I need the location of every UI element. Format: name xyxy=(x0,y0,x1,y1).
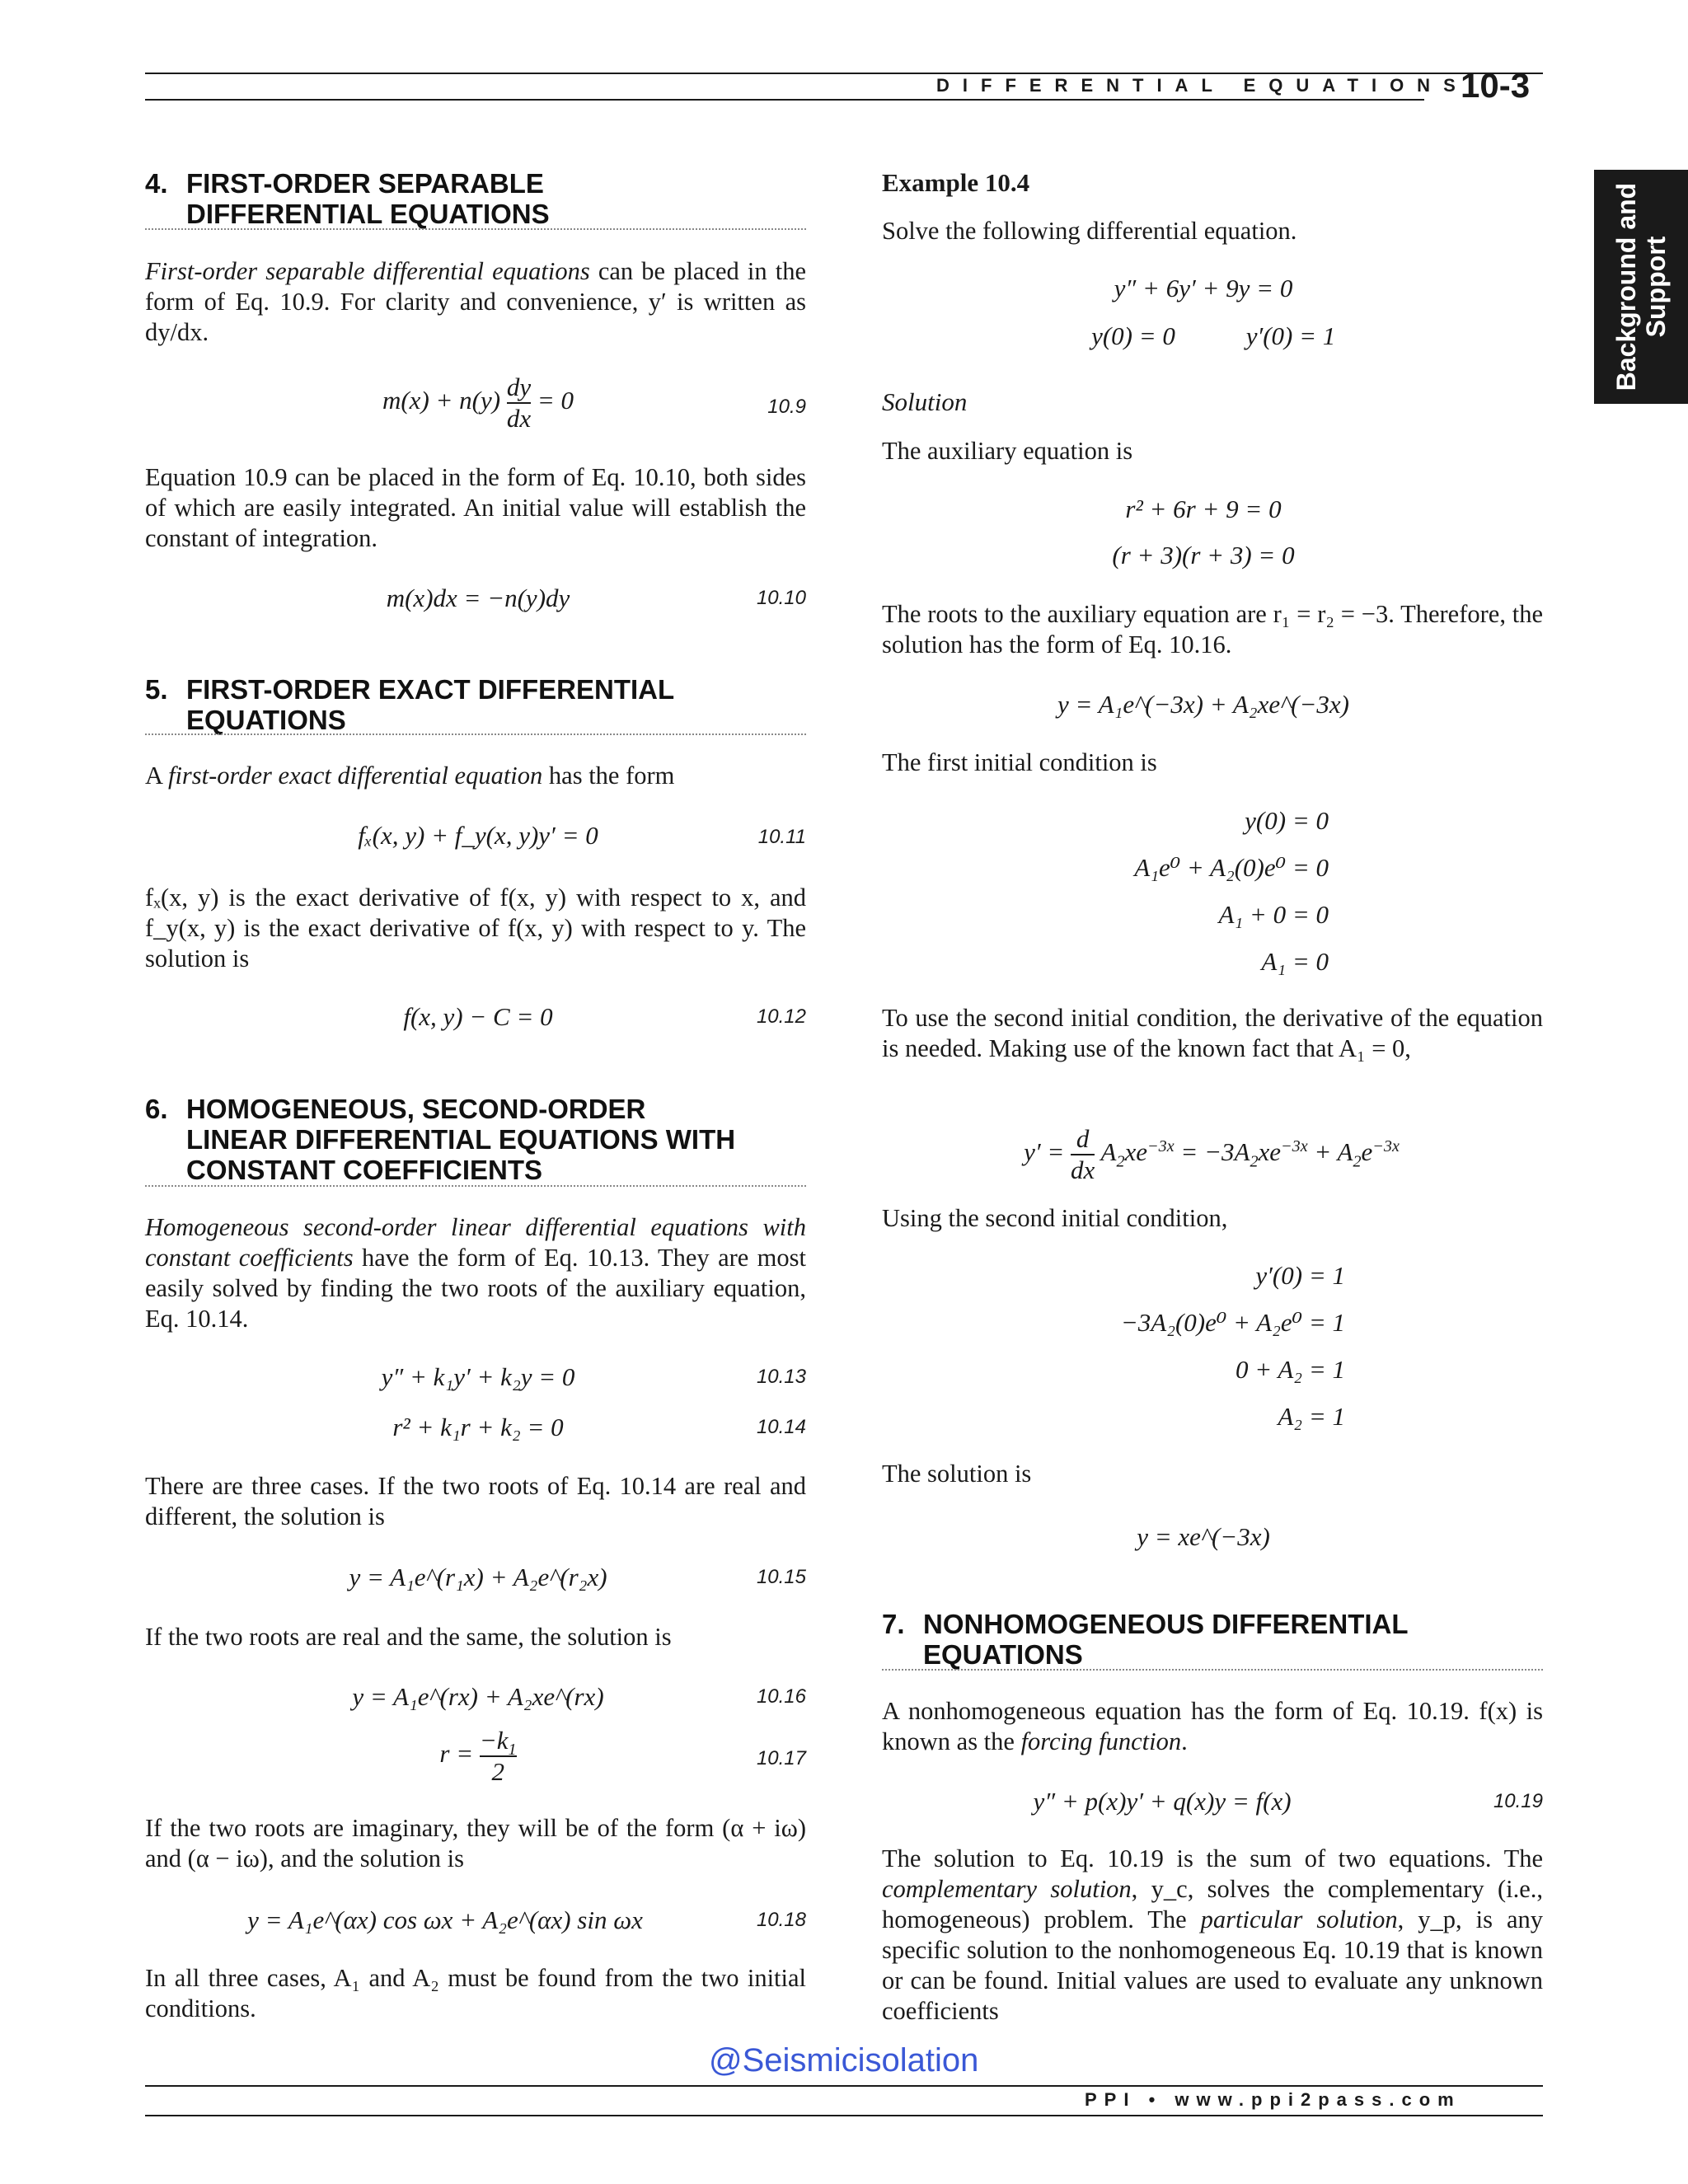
paragraph: In all three cases, A₁ and A₂ must be found from the two initial conditions. xyxy=(145,1964,806,2022)
section-heading-6 xyxy=(145,1094,821,1185)
equation: 0 + A₂ = 1 xyxy=(1236,1355,1345,1384)
equation-number: 10.11 xyxy=(757,826,806,848)
paragraph: Using the second initial condition, xyxy=(882,1204,1228,1232)
equation: A₁ + 0 = 0 xyxy=(1218,900,1329,929)
footer-bottom-rule xyxy=(145,2115,1543,2116)
equation-number: 10.12 xyxy=(756,1005,806,1028)
equation-number: 10.15 xyxy=(756,1566,806,1588)
term: first-order exact differential equation xyxy=(167,762,543,790)
equation: y′(0) = 1 xyxy=(1255,1261,1345,1290)
paragraph: If the two roots are imaginary, they will be of the form (α + iω) and (α − iω), and the solution is xyxy=(145,1814,806,1872)
section-tab-label: Background and Support xyxy=(1611,182,1671,391)
header-bottom-rule xyxy=(145,99,1424,101)
paragraph: A nonhomogeneous equation has the form of Eq. 10.19. f(x) is known as the forcing function. xyxy=(882,1697,1543,1755)
solution-label: Solution xyxy=(882,387,968,416)
section-divider xyxy=(145,1185,806,1187)
equation-number: 10.16 xyxy=(756,1685,806,1708)
running-header: DIFFERENTIAL EQUATIONS xyxy=(936,75,1469,96)
section-heading-4 xyxy=(145,168,804,229)
equation: y = xe^(−3x) xyxy=(1137,1522,1270,1551)
paragraph: To use the second initial condition, the derivative of the equation is needed. Making use of the known fact that A₁ = 0, xyxy=(882,1004,1543,1062)
section-number: 7. xyxy=(882,1609,905,1639)
equation: y = A₁e^(αx) cos ωx + A₂e^(αx) sin ωx xyxy=(247,1905,643,1934)
watermark: @Seismicisolation xyxy=(709,2042,979,2079)
equation: y(0) = 0 xyxy=(1091,321,1175,350)
paragraph: Equation 10.9 can be placed in the form of Eq. 10.10, both sides of which are easily integrated. An initial value will establish the constant of integration. xyxy=(145,463,806,552)
equation: −3A₂(0)e⁰ + A₂e⁰ = 1 xyxy=(1120,1308,1345,1337)
equation: y″ + p(x)y′ + q(x)y = f(x) xyxy=(1033,1787,1292,1816)
equation: m(x) + n(y) $\frac{dy}{dx}$ = 0 xyxy=(382,373,574,433)
paragraph: The first initial condition is xyxy=(882,748,1157,776)
paragraph: Homogeneous second-order linear differential equations with constant coefficients have the form of Eq. 10.13. They are most easily solved by finding the two roots of the auxiliary equation, Eq. 10.14. xyxy=(145,1213,806,1333)
equation: A₁e⁰ + A₂(0)e⁰ = 0 xyxy=(1134,853,1329,882)
equation-number: 10.19 xyxy=(1493,1790,1543,1812)
section-number: 5. xyxy=(145,674,168,705)
equation: r² + k₁r + k₂ = 0 xyxy=(392,1413,564,1441)
paragraph: If the two roots are real and the same, the solution is xyxy=(145,1623,672,1651)
section-title: FIRST-ORDER SEPARABLE DIFFERENTIAL EQUATIONS xyxy=(186,168,550,229)
section-number: 4. xyxy=(145,168,168,199)
equation: r² + 6r + 9 = 0 xyxy=(1125,494,1282,523)
section-heading-5 xyxy=(145,674,804,735)
equation: (r + 3)(r + 3) = 0 xyxy=(1112,541,1295,569)
equation: y″ + k₁y′ + k₂y = 0 xyxy=(381,1362,575,1391)
equation: y″ + 6y′ + 9y = 0 xyxy=(1114,274,1293,302)
equation: y′(0) = 1 xyxy=(1245,321,1336,350)
paragraph: The roots to the auxiliary equation are r₁ = r₂ = −3. Therefore, the solution has the form of Eq. 10.16. xyxy=(882,600,1543,658)
equation: fₓ(x, y) + f_y(x, y)y′ = 0 xyxy=(358,821,598,850)
term: Homogeneous second-order linear differential equations with constant coefficients xyxy=(145,1213,806,1272)
paragraph: The auxiliary equation is xyxy=(882,437,1133,465)
section-heading-7 xyxy=(882,1609,1541,1670)
section-divider xyxy=(882,1669,1543,1671)
equation: A₁ = 0 xyxy=(1261,947,1329,976)
paragraph: fₓ(x, y) is the exact derivative of f(x, y) with respect to x, and f_y(x, y) is the exact derivative of f(x, y) with respect to y. The solution is xyxy=(145,883,806,972)
equation: y(0) = 0 xyxy=(1245,806,1329,835)
equation: m(x)dx = −n(y)dy xyxy=(386,583,570,612)
equation: y = A₁e^(r₁x) + A₂e^(r₂x) xyxy=(349,1563,607,1591)
paragraph: First-order separable differential equations can be placed in the form of Eq. 10.9. For clarity and convenience, y′ is written as dy/dx. xyxy=(145,257,806,346)
equation-number: 10.14 xyxy=(756,1416,806,1438)
paragraph: Solve the following differential equation. xyxy=(882,217,1297,245)
section-tab[interactable] xyxy=(1594,170,1688,404)
paragraph: The solution is xyxy=(882,1460,1032,1488)
term: complementary solution xyxy=(882,1875,1132,1903)
section-title: NONHOMOGENEOUS DIFFERENTIAL EQUATIONS xyxy=(923,1609,1409,1670)
equation-number: 10.17 xyxy=(756,1747,806,1769)
equation-number: 10.10 xyxy=(756,587,806,609)
equation: y = A₁e^(−3x) + A₂xe^(−3x) xyxy=(1057,690,1349,719)
term: particular solution xyxy=(1200,1905,1398,1933)
footer-top-rule xyxy=(145,2085,1543,2087)
equation: r = $\frac{-k_1}{2}$ xyxy=(439,1726,517,1786)
footer-link[interactable]: PPI • www.ppi2pass.com xyxy=(1085,2089,1461,2110)
header-top-rule xyxy=(145,73,1543,74)
paragraph: There are three cases. If the two roots of Eq. 10.14 are real and different, the solution is xyxy=(145,1472,806,1530)
paragraph: The solution to Eq. 10.19 is the sum of two equations. The complementary solution, y_c, solves the complementary (i.e., homogeneous) problem. The particular solution, y_p, is any specific solution to the nonhomogeneous Eq. 10.19 that is known or can be found. Initial values are used to evaluate any unknown coefficients xyxy=(882,1844,1543,2025)
section-number: 6. xyxy=(145,1094,168,1124)
section-title: HOMOGENEOUS, SECOND-ORDER LINEAR DIFFERENTIAL EQUATIONS WITH CONSTANT COEFFICIENTS xyxy=(186,1094,736,1185)
equation: f(x, y) − C = 0 xyxy=(403,1002,553,1031)
equation-number: 10.9 xyxy=(767,396,806,418)
term: forcing function xyxy=(1020,1727,1182,1755)
example-title: Example 10.4 xyxy=(882,168,1030,197)
equation-number: 10.13 xyxy=(756,1366,806,1388)
page-number: 10-3 xyxy=(1461,66,1531,105)
section-divider xyxy=(145,733,806,735)
term: First-order separable differential equations xyxy=(145,257,590,285)
equation: A₂ = 1 xyxy=(1278,1402,1345,1431)
section-title: FIRST-ORDER EXACT DIFFERENTIAL EQUATIONS xyxy=(186,674,675,735)
paragraph: A first-order exact differential equation has the form xyxy=(145,762,675,790)
section-divider xyxy=(145,228,806,230)
equation: y = A₁e^(rx) + A₂xe^(rx) xyxy=(352,1682,604,1711)
equation: y′ = $\frac{d}{dx}$ $A_2xe^{-3x} = -3A_2xe^{-3x} + A_2e^{-3x}$ xyxy=(1024,1124,1400,1184)
equation-number: 10.18 xyxy=(756,1909,806,1931)
